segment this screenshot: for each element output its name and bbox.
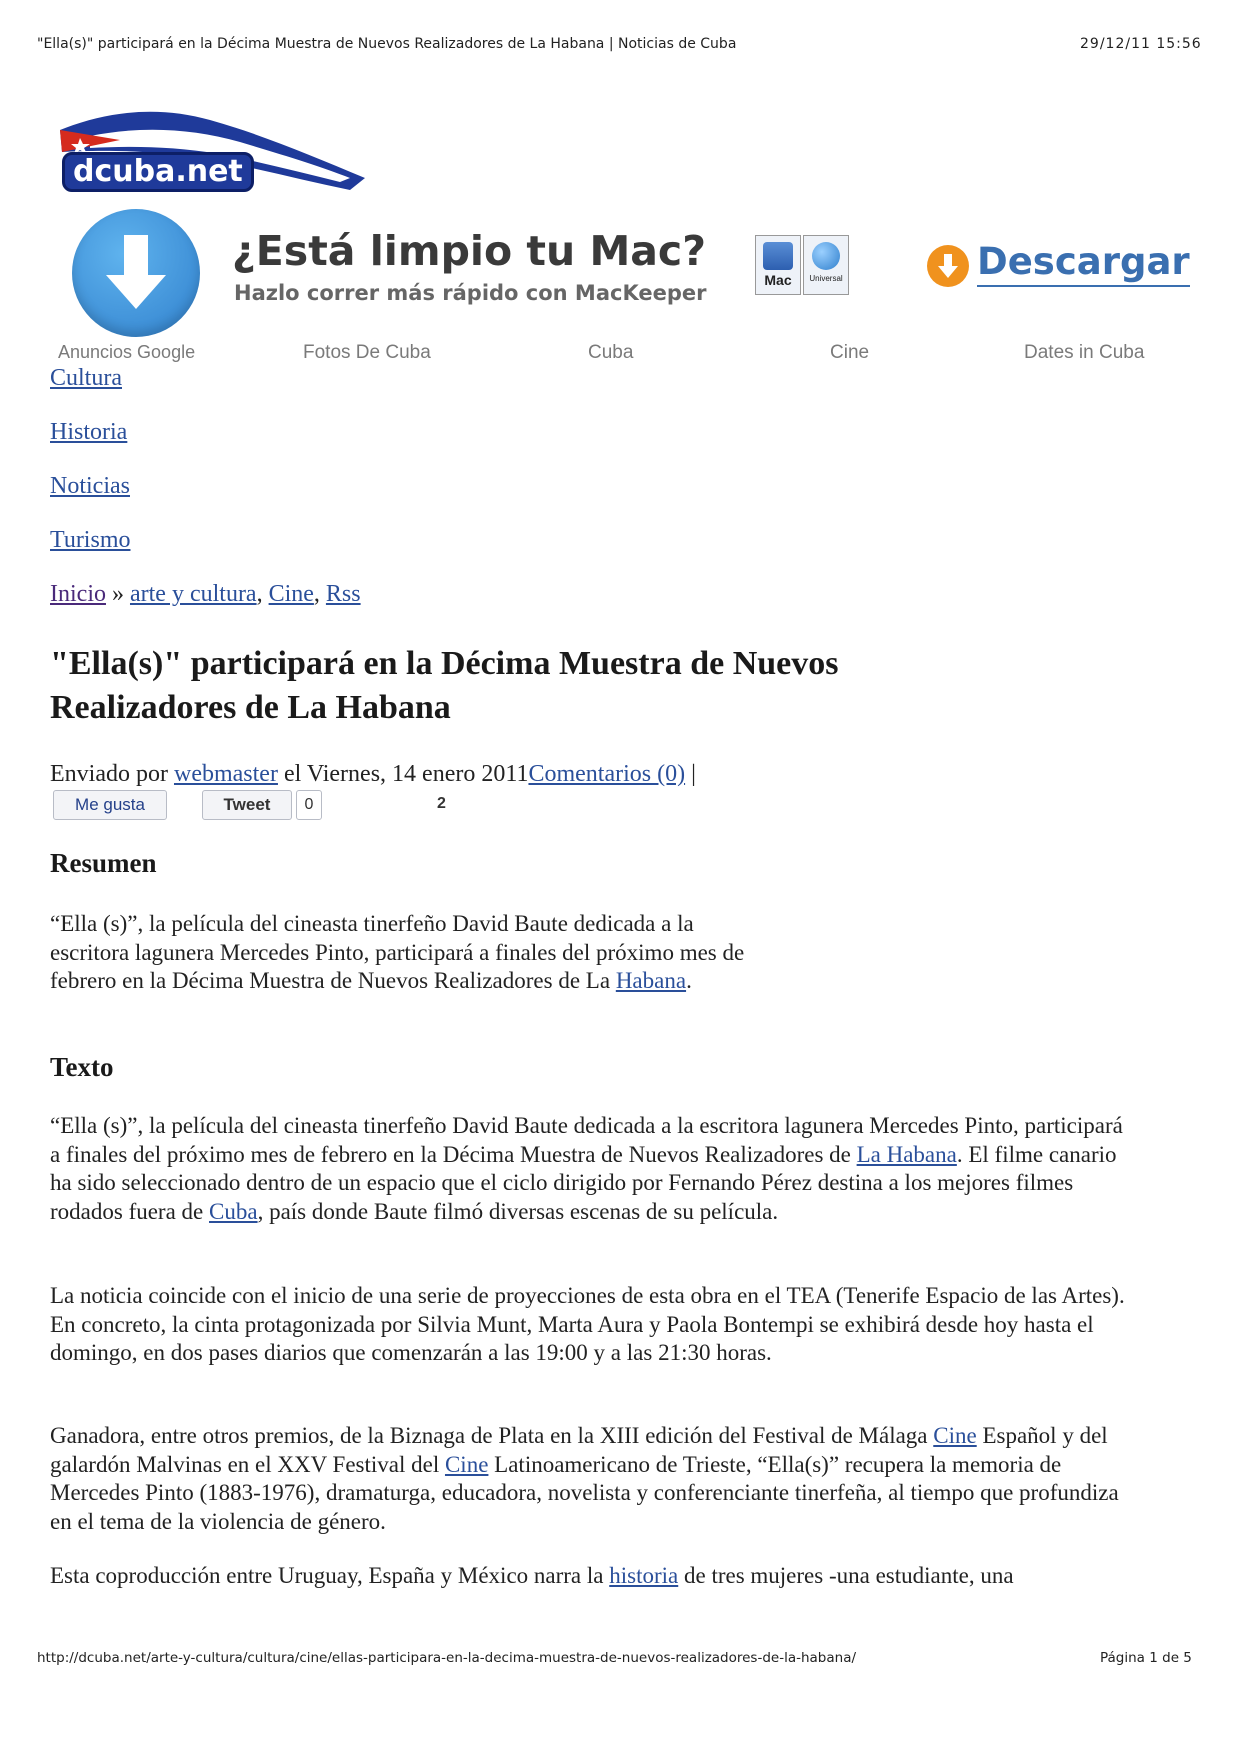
download-circle-icon: [927, 245, 969, 287]
download-arrow-icon: [72, 209, 200, 337]
print-footer-page: Página 1 de 5: [1100, 1650, 1192, 1666]
share-count: 2: [437, 795, 446, 812]
ads-label: Anuncios Google: [58, 342, 196, 362]
author-link[interactable]: webmaster: [173, 761, 278, 787]
breadcrumb-arte-y-cultura[interactable]: arte y cultura: [129, 581, 257, 607]
ad-banner[interactable]: [60, 205, 1190, 330]
link-cine-1[interactable]: Cine: [933, 1423, 977, 1448]
article-meta: Enviado por webmaster el Viernes, 14 enero 2011Comentarios (0) |: [50, 761, 696, 787]
body-paragraph-3: Ganadora, entre otros premios, de la Biznaga de Plata en la XIII edición del Festival de Málaga Cine Español y del galardón Malvinas en el XXV Festival del Cine Latinoamericano de Trieste, “Ella(s)” recupera la memoria de Mercedes Pinto (1883-1976), dramaturga, educadora, novelista y conferenciante tinerfeña, al tiempo que profundiza en el tema de la violencia de género.: [50, 1423, 1119, 1534]
ad-link-cine[interactable]: Cine: [830, 342, 870, 363]
mac-finder-icon: [763, 242, 793, 270]
body-paragraph-1: “Ella (s)”, la película del cineasta tinerfeño David Baute dedicada a la escritora lagunera Mercedes Pinto, participará a finales del próximo mes de febrero en la Décima Muestra de Nuevos Realizadores de La Habana. El filme canario ha sido seleccionado dentro de un espacio que el ciclo dirigido por Fernando Pérez destina a los mejores filmes rodados fuera de Cuba, país donde Baute filmó diversas escenas de su película.: [50, 1113, 1123, 1224]
nav-noticias[interactable]: Noticias: [50, 473, 130, 499]
body-paragraph-4: Esta coproducción entre Uruguay, España y México narra la historia de tres mujeres -una estudiante, una: [50, 1563, 1014, 1588]
like-button[interactable]: Me gusta: [53, 790, 167, 820]
nav-cultura[interactable]: Cultura: [50, 365, 122, 391]
ad-link-dates-in-cuba[interactable]: Dates in Cuba: [1024, 342, 1145, 363]
nav-historia[interactable]: Historia: [50, 419, 128, 445]
nav-turismo[interactable]: Turismo: [50, 527, 131, 553]
summary-heading: Resumen: [50, 848, 157, 878]
comments-link[interactable]: Comentarios (0): [528, 761, 686, 787]
universal-badge: Universal: [803, 235, 849, 295]
download-button[interactable]: [925, 235, 1195, 295]
link-cuba[interactable]: Cuba: [209, 1198, 258, 1224]
body-paragraph-2: La noticia coincide con el inicio de una serie de proyecciones de esta obra en el TEA (Tenerife Espacio de las Artes). En concreto, la cinta protagonizada por Silvia Munt, Marta Aura y Paola Bontempi se exhibirá desde hoy hasta el domingo, en dos pases diarios que comenzarán a las 19:00 y a las 21:30 horas.: [50, 1283, 1125, 1366]
summary-text: “Ella (s)”, la película del cineasta tinerfeño David Baute dedicada a la escritora lagunera Mercedes Pinto, participará a finales del próximo mes de febrero en la Décima Muestra de Nuevos Realizadores de La Habana.: [50, 911, 745, 994]
logo-text: dcuba.net: [62, 152, 254, 192]
breadcrumb-home[interactable]: Inicio: [50, 581, 106, 607]
breadcrumb-cine[interactable]: Cine: [268, 581, 314, 607]
ad-link-cuba[interactable]: Cuba: [588, 342, 634, 363]
ad-headline: ¿Está limpio tu Mac?: [232, 227, 707, 275]
print-header-title: "Ella(s)" participará en la Décima Muestra de Nuevos Realizadores de La Habana | Noticias de Cuba: [37, 36, 737, 52]
link-la-habana[interactable]: La Habana: [856, 1141, 957, 1167]
breadcrumb-rss[interactable]: Rss: [325, 581, 361, 607]
link-historia[interactable]: historia: [609, 1563, 679, 1588]
print-footer-url: http://dcuba.net/arte-y-cultura/cultura/cine/ellas-participara-en-la-decima-muestra-de-nuevos-realizadores-de-la-habana/: [37, 1650, 857, 1666]
print-header-datetime: 29/12/11 15:56: [1080, 36, 1202, 52]
ad-link-fotos-de-cuba[interactable]: Fotos De Cuba: [303, 342, 431, 363]
download-label: Descargar: [977, 239, 1190, 287]
text-heading: Texto: [50, 1052, 114, 1082]
mac-badge: Mac: [755, 235, 801, 295]
tweet-count: 0: [296, 790, 322, 820]
summary-link-habana[interactable]: Habana: [615, 968, 687, 994]
site-logo[interactable]: [50, 100, 370, 200]
article-title: "Ella(s)" participará en la Décima Muestra de Nuevos Realizadores de La Habana: [50, 645, 839, 726]
ad-subline: Hazlo correr más rápido con MacKeeper: [234, 281, 707, 305]
link-cine-2[interactable]: Cine: [444, 1451, 489, 1477]
tweet-button[interactable]: Tweet: [202, 790, 292, 820]
breadcrumb: Inicio » arte y cultura, Cine, Rss: [50, 581, 361, 607]
universal-globe-icon: [812, 242, 840, 270]
